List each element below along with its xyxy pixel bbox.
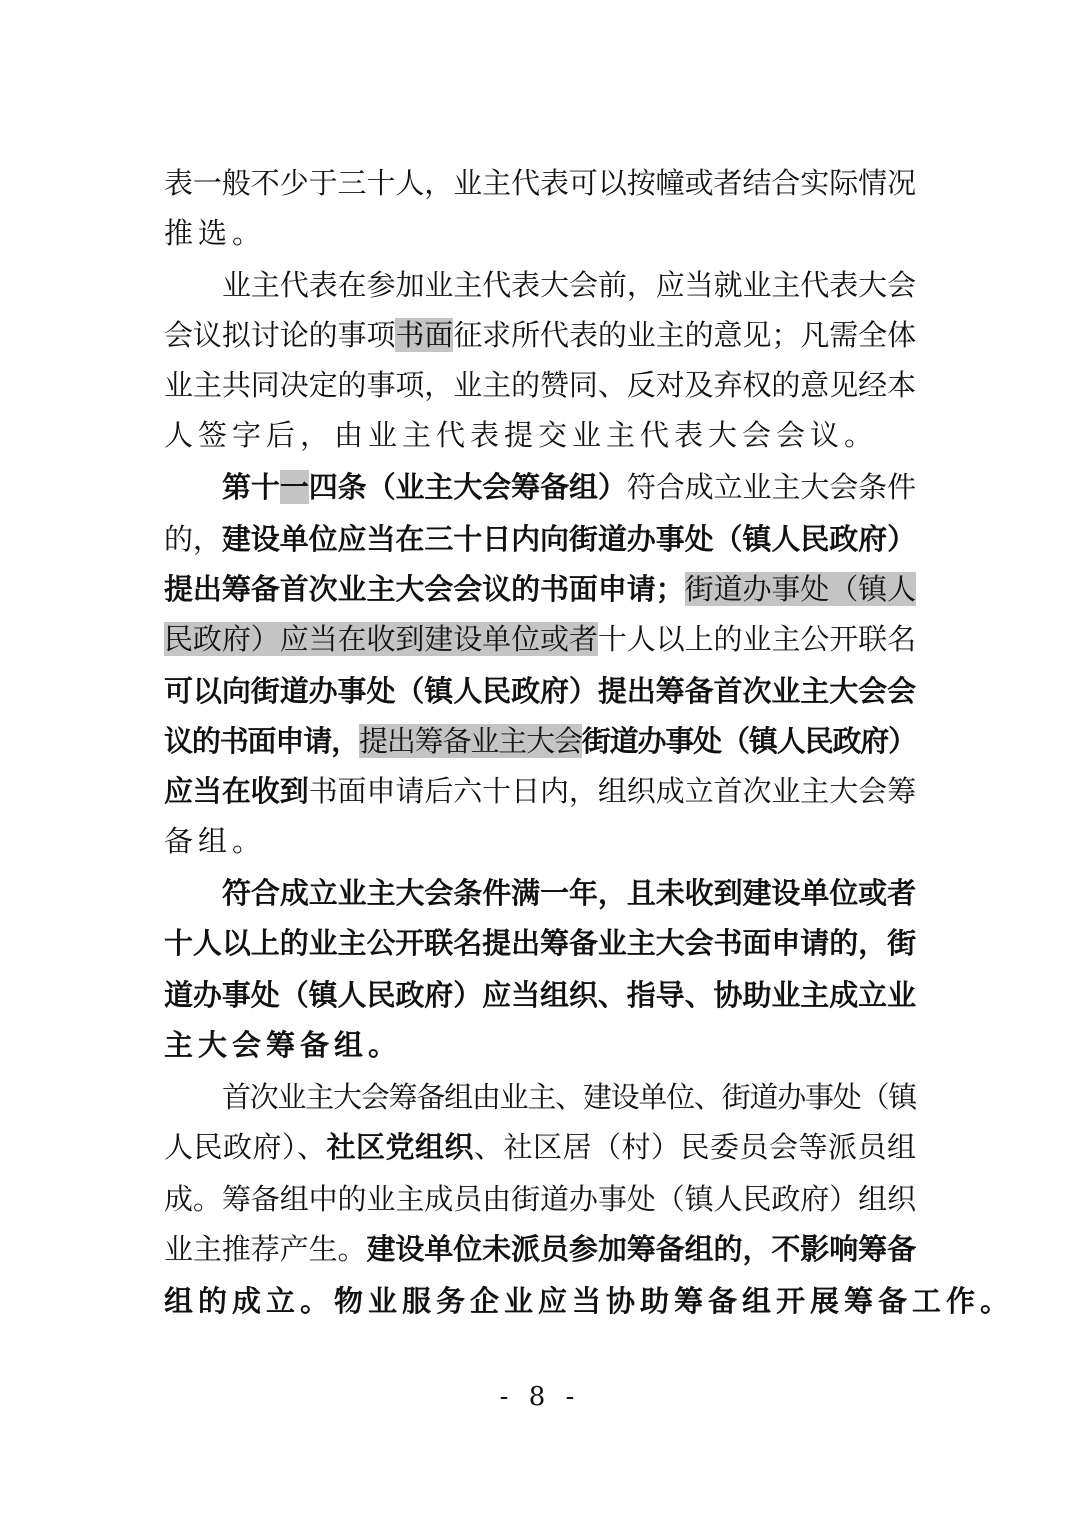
text-line xyxy=(222,464,916,510)
text-segment: 的， xyxy=(164,522,222,556)
text-line xyxy=(164,616,916,662)
text-line xyxy=(164,210,916,256)
bold-text: 可以向街道办事处（镇人民政府）提出筹备首次业主大会会 xyxy=(164,674,916,708)
text-segment: 推选。 xyxy=(164,216,267,250)
page-number: - 8 - xyxy=(499,1382,581,1412)
text-segment: 会议拟讨论的事项 xyxy=(164,318,396,352)
highlighted-text: 街道办事处（镇人 xyxy=(684,572,916,606)
text-line xyxy=(164,718,916,764)
text-segment: 十人以上的业主公开联名 xyxy=(597,622,916,656)
text-line xyxy=(222,870,916,916)
text-line xyxy=(222,262,916,308)
text-line xyxy=(222,1074,916,1120)
text-line xyxy=(164,972,916,1018)
text-line xyxy=(164,1226,916,1272)
text-segment: 人签字后，由业主代表提交业主代表大会会议。 xyxy=(164,418,879,452)
bold-text: 应当在收到 xyxy=(164,774,309,808)
text-segment: 成。筹备组中的业主成员由街道办事处（镇人民政府）组织 xyxy=(164,1182,916,1216)
bold-text: 十人以上的业主公开联名提出筹备业主大会书面申请的，街 xyxy=(164,926,916,960)
text-line xyxy=(164,1278,1015,1324)
highlighted-text: 民政府）应当在收到建设单位或者 xyxy=(164,622,598,656)
text-line xyxy=(164,1022,916,1068)
bold-text: 道办事处（镇人民政府）应当组织、指导、协助业主成立业 xyxy=(164,978,916,1012)
bold-text: 组的成立。物业服务企业应当协助筹备组开展筹备工作。 xyxy=(164,1284,1015,1318)
highlighted-text: 提出筹备业主大会 xyxy=(358,724,582,758)
bold-text: 第十 xyxy=(222,470,280,504)
text-segment: 备组。 xyxy=(164,824,267,858)
text-segment: 业主共同决定的事项，业主的赞同、反对及弃权的意见经本 xyxy=(164,368,916,402)
text-line xyxy=(164,362,916,408)
bold-text: 符合成立业主大会条件满一年，且未收到建设单位或者 xyxy=(222,876,916,910)
text-segment: 人民政府）、 xyxy=(164,1130,327,1164)
text-segment: 表一般不少于三十人，业主代表可以按幢或者结合实际情况 xyxy=(164,166,916,200)
text-line xyxy=(164,1124,916,1170)
bold-text: 四条（业主大会筹备组） xyxy=(308,470,627,504)
bold-text: 主大会筹备组。 xyxy=(164,1028,403,1062)
highlighted-text: 一 xyxy=(279,470,309,504)
text-line xyxy=(164,668,916,714)
bold-text: 提出筹备首次业主大会会议的书面申请； xyxy=(164,572,685,606)
bold-text: 建设单位未派员参加筹备组的，不影响筹备 xyxy=(366,1232,916,1266)
text-line xyxy=(164,920,916,966)
text-line xyxy=(164,768,916,814)
text-line xyxy=(164,566,916,612)
text-line xyxy=(164,1176,916,1222)
text-segment: 首次业主大会筹备组由业主、建设单位、街道办事处（镇 xyxy=(222,1080,916,1114)
text-segment: 书面申请后六十日内，组织成立首次业主大会筹 xyxy=(308,774,916,808)
text-line xyxy=(164,312,916,358)
bold-text: 议的书面申请， xyxy=(164,724,359,758)
text-line xyxy=(164,160,916,206)
text-line xyxy=(164,412,916,458)
text-segment: 符合成立业主大会条件 xyxy=(626,470,916,504)
highlighted-text: 书面 xyxy=(395,318,454,352)
text-segment: 征求所代表的业主的意见；凡需全体 xyxy=(453,318,917,352)
text-segment: 业主推荐产生。 xyxy=(164,1232,367,1266)
text-segment: 业主代表在参加业主代表大会前，应当就业主代表大会 xyxy=(222,268,916,302)
text-line xyxy=(164,818,916,864)
bold-text: 建设单位应当在三十日内向街道办事处（镇人民政府） xyxy=(221,522,916,556)
bold-text: 社区党组织 xyxy=(326,1130,474,1164)
bold-text: 街道办事处（镇人民政府） xyxy=(581,724,916,758)
text-line xyxy=(164,516,916,562)
text-segment: 、社区居（村）民委员会等派员组 xyxy=(474,1130,916,1164)
